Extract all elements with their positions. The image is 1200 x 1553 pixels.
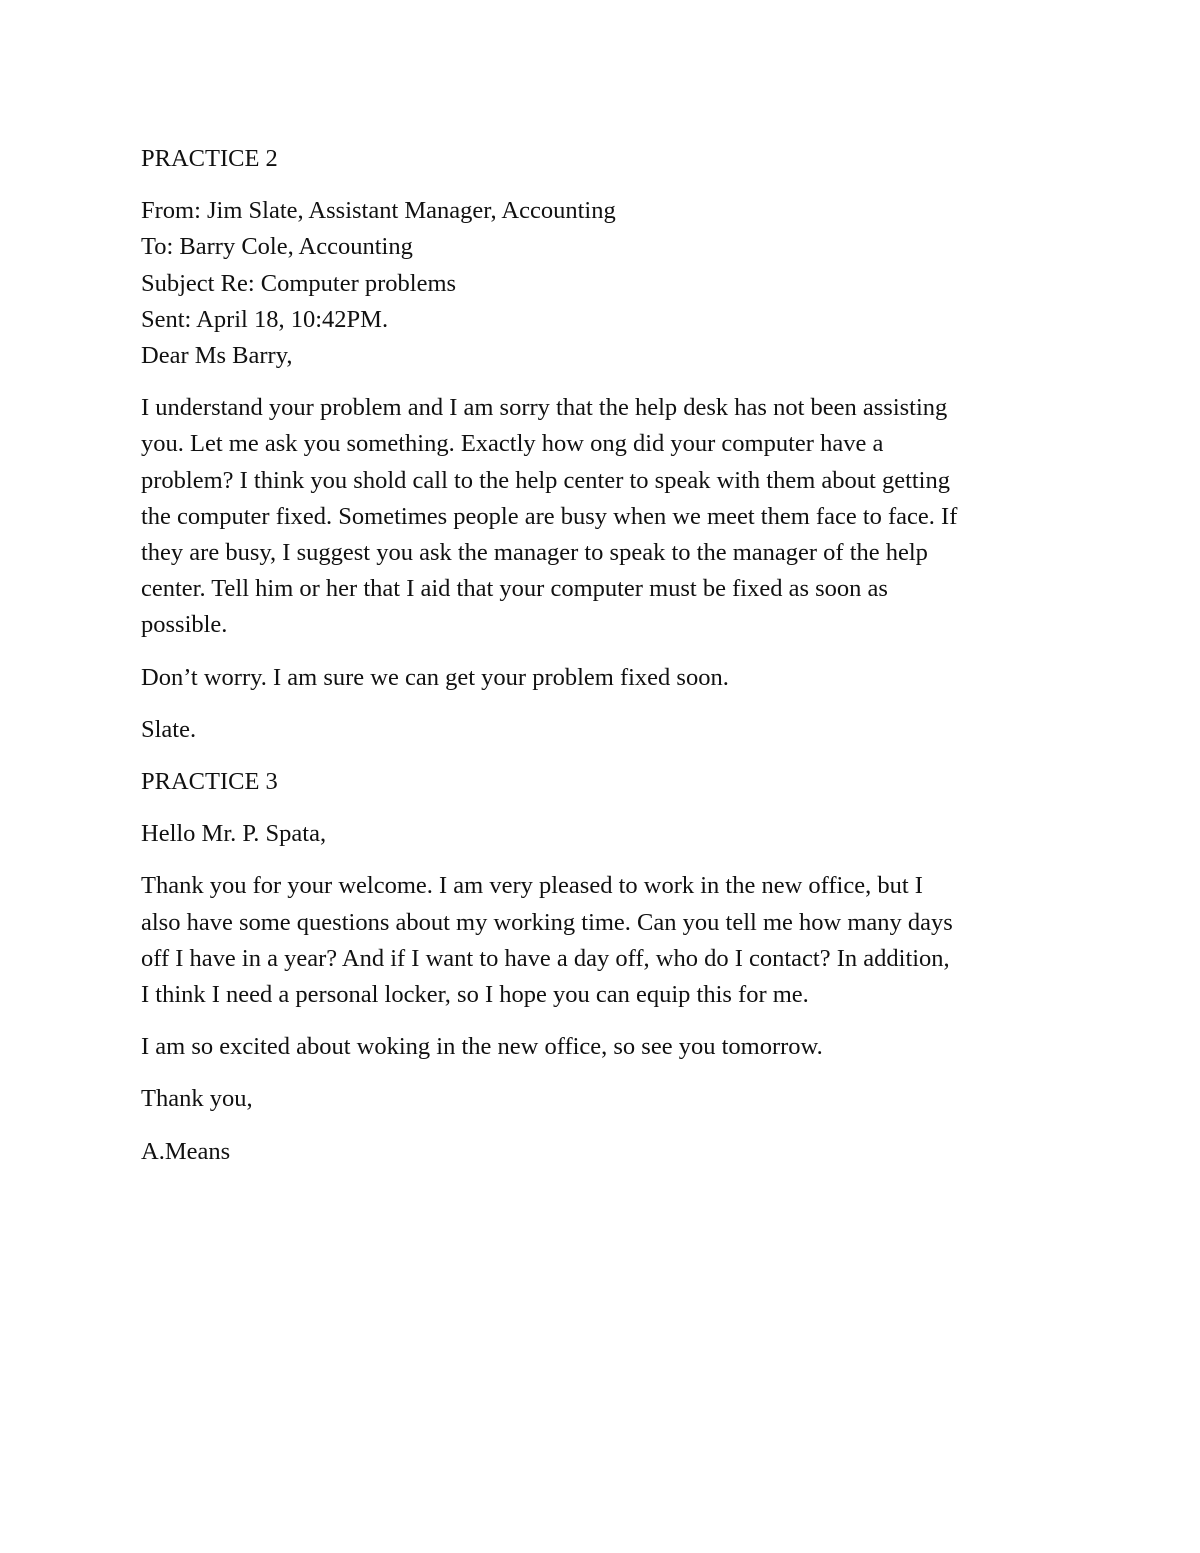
practice-3-body-paragraph [141, 868, 1071, 1013]
practice-3-greeting: Hello Mr. P. Spata, [141, 820, 327, 848]
practice-3-heading: PRACTICE 3 [141, 768, 278, 796]
practice-3-closing-paragraph: I am so excited about woking in the new office, so see you tomorrow. [141, 1033, 823, 1061]
body-line: also have some questions about my working time. Can you tell me how many days [141, 908, 953, 936]
body-line: Thank you for your welcome. I am very pleased to work in the new office, but I [141, 872, 923, 900]
practice-2-body-paragraph [141, 390, 1071, 643]
document-content [141, 141, 1071, 1170]
email-from-line: From: Jim Slate, Assistant Manager, Accounting [141, 197, 616, 225]
practice-2-closing-paragraph: Don’t worry. I am sure we can get your problem fixed soon. [141, 663, 729, 691]
email-subject-line: Subject Re: Computer problems [141, 269, 457, 297]
body-line: center. Tell him or her that I aid that your computer must be fixed as soon as [141, 575, 888, 603]
body-line: possible. [141, 611, 228, 639]
body-line: you. Let me ask you something. Exactly how ong did your computer have a [141, 430, 884, 458]
email-sent-line: Sent: April 18, 10:42PM. [141, 305, 389, 333]
email-header [141, 193, 1071, 374]
body-line: I understand your problem and I am sorry that the help desk has not been assisting [141, 394, 948, 422]
body-line: they are busy, I suggest you ask the manager to speak to the manager of the help [141, 539, 928, 567]
body-line: the computer fixed. Sometimes people are busy when we meet them face to face. If [141, 502, 958, 530]
email-salutation: Dear Ms Barry, [141, 342, 293, 370]
practice-2-signature: Slate. [141, 715, 197, 743]
body-line: problem? I think you shold call to the help center to speak with them about getting [141, 466, 950, 494]
practice-3-sign-off: Thank you, [141, 1085, 253, 1113]
email-to-line: To: Barry Cole, Accounting [141, 233, 413, 261]
practice-2-heading: PRACTICE 2 [141, 145, 278, 172]
body-line: off I have in a year? And if I want to have a day off, who do I contact? In addition, [141, 944, 950, 972]
body-line: I think I need a personal locker, so I hope you can equip this for me. [141, 981, 809, 1009]
practice-3-signature: A.Means [141, 1137, 231, 1165]
